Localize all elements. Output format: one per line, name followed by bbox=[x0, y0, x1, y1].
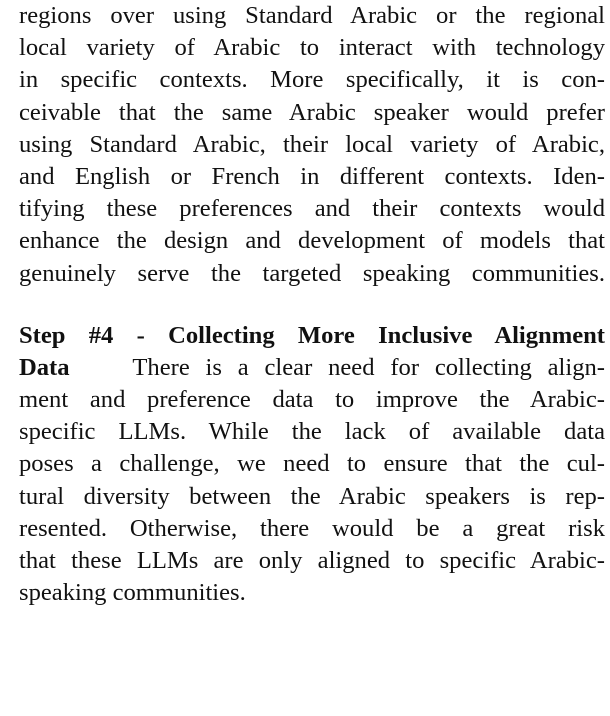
text-line: local variety of Arabic to interact with technology bbox=[19, 34, 605, 62]
text-line: genuinely serve the targeted speaking communities. bbox=[19, 259, 605, 287]
text-line: using Standard Arabic, their local variety of Arabic, bbox=[19, 130, 605, 158]
text-line: poses a challenge, we need to ensure that the cul- bbox=[19, 450, 605, 478]
text-line: regions over using Standard Arabic or the regional bbox=[19, 2, 605, 29]
text-line: specific LLMs. While the lack of available data bbox=[19, 418, 605, 446]
text-line: ment and preference data to improve the Arabic- bbox=[19, 386, 605, 414]
text-line bbox=[19, 352, 605, 384]
text-line: enhance the design and development of models that bbox=[19, 227, 605, 255]
step-4-heading: Step #4 - Collecting More Inclusive Alignment bbox=[19, 321, 605, 349]
text-line: tural diversity between the Arabic speakers is rep- bbox=[19, 482, 605, 510]
text-line: in specific contexts. More specifically, it is con- bbox=[19, 66, 605, 94]
paragraph-step-4 bbox=[19, 320, 605, 610]
text-line: speaking communities. bbox=[19, 579, 246, 607]
text-line: resented. Otherwise, there would be a great risk bbox=[19, 514, 605, 542]
text-line: tifying these preferences and their contexts would bbox=[19, 195, 605, 223]
document-page bbox=[19, 0, 605, 609]
step-4-heading-end: Data bbox=[19, 353, 70, 381]
paragraph-regional-preferences bbox=[19, 0, 605, 290]
step-4-body-start: There is a clear need for collecting align- bbox=[132, 353, 605, 381]
paragraph-gap bbox=[19, 290, 605, 320]
text-line: and English or French in different contexts. Iden- bbox=[19, 162, 605, 190]
text-line: that these LLMs are only aligned to specific Arabic- bbox=[19, 547, 605, 574]
text-line: ceivable that the same Arabic speaker would prefer bbox=[19, 98, 605, 126]
